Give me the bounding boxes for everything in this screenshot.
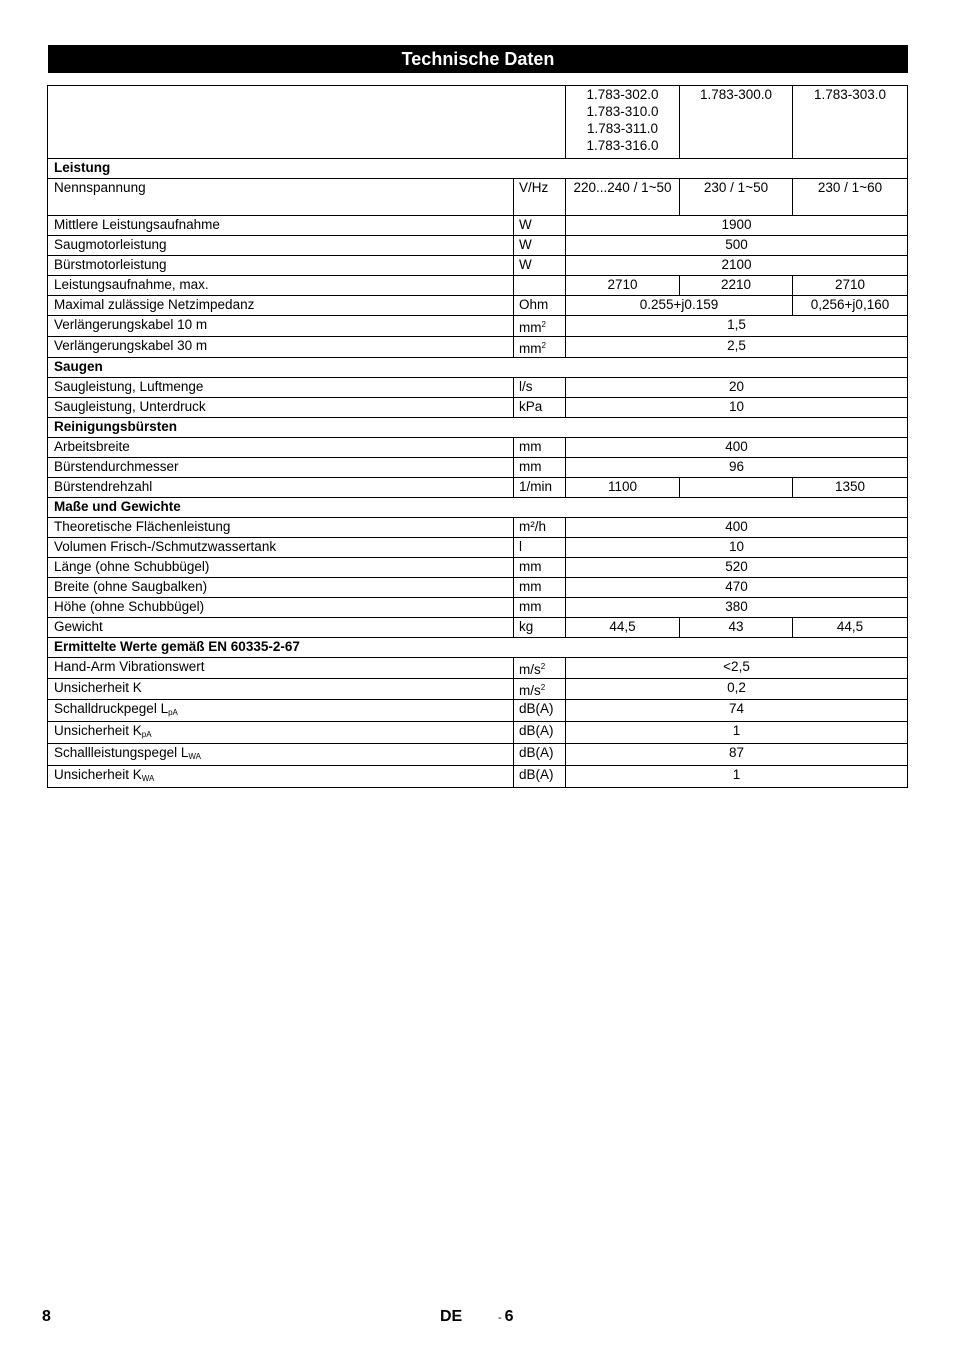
- model-header-cell: [566, 86, 680, 159]
- row-label: [48, 256, 514, 276]
- row-label-text: Länge (ohne Schubbügel): [54, 559, 210, 574]
- row-unit-text: mm: [519, 559, 542, 574]
- row-label-text: Leistungsaufnahme, max.: [54, 277, 209, 292]
- language-code: DE: [440, 1308, 463, 1325]
- table-row: [48, 538, 908, 558]
- row-label: [48, 700, 514, 722]
- row-value: 1: [566, 722, 908, 744]
- row-value: 20: [566, 378, 908, 398]
- row-unit: [514, 316, 566, 337]
- technical-data-table: [47, 85, 908, 788]
- table-row: [48, 598, 908, 618]
- row-value: <2,5: [566, 658, 908, 679]
- table-row: [48, 618, 908, 638]
- row-label: [48, 438, 514, 458]
- table-row: [48, 558, 908, 578]
- row-unit-text: W: [519, 257, 532, 272]
- row-unit-text: m/s: [519, 662, 541, 677]
- table-row: [48, 438, 908, 458]
- section-heading: Saugen: [48, 358, 908, 378]
- table-row: [48, 658, 908, 679]
- sub-page-value: 6: [504, 1308, 514, 1325]
- row-unit-text: W: [519, 217, 532, 232]
- row-label: [48, 179, 514, 216]
- row-value: 10: [566, 398, 908, 418]
- table-row: [48, 578, 908, 598]
- row-label-text: Schallleistungspegel L: [54, 745, 189, 760]
- row-label: [48, 337, 514, 358]
- row-unit-superscript: 2: [540, 683, 546, 692]
- row-value: 520: [566, 558, 908, 578]
- row-label: [48, 558, 514, 578]
- row-unit-text: m/s: [519, 683, 541, 698]
- row-value: 500: [566, 236, 908, 256]
- table-row: [48, 378, 908, 398]
- row-value: 1350: [793, 478, 908, 498]
- row-unit-text: mm: [519, 320, 542, 335]
- table-row: [48, 398, 908, 418]
- section-heading: Leistung: [48, 159, 908, 179]
- row-value: 1,5: [566, 316, 908, 337]
- row-label-text: Saugleistung, Unterdruck: [54, 399, 206, 414]
- row-label: [48, 378, 514, 398]
- row-unit-text: dB(A): [519, 745, 554, 760]
- row-value: 2710: [566, 276, 680, 296]
- row-value: 44,5: [566, 618, 680, 638]
- row-unit: [514, 398, 566, 418]
- row-label: [48, 518, 514, 538]
- row-unit: [514, 618, 566, 638]
- row-value: [680, 478, 793, 498]
- row-unit: [514, 538, 566, 558]
- row-label-text: Höhe (ohne Schubbügel): [54, 599, 205, 614]
- row-unit-text: V/Hz: [519, 180, 549, 195]
- row-value: 2710: [793, 276, 908, 296]
- row-unit: [514, 598, 566, 618]
- row-unit: [514, 179, 566, 216]
- sub-page-dash: -: [498, 1312, 502, 1324]
- header-blank-cell: [48, 86, 566, 159]
- table-row: [48, 700, 908, 722]
- row-label-text: Saugmotorleistung: [54, 237, 167, 252]
- row-label-text: Verlängerungskabel 10 m: [54, 317, 208, 332]
- model-number: 1.783-302.0: [586, 87, 659, 102]
- model-header-cell: [680, 86, 793, 159]
- row-value: 470: [566, 578, 908, 598]
- row-value: 2210: [680, 276, 793, 296]
- row-unit-text: W: [519, 237, 532, 252]
- row-value: 2100: [566, 256, 908, 276]
- row-value: 230 / 1~50: [680, 179, 793, 216]
- section-row: [48, 638, 908, 658]
- table-row: [48, 296, 908, 316]
- table-row: [48, 216, 908, 236]
- row-unit-text: l/s: [519, 379, 533, 394]
- row-value: 400: [566, 438, 908, 458]
- row-value: 96: [566, 458, 908, 478]
- row-unit: [514, 658, 566, 679]
- section-row: [48, 498, 908, 518]
- row-unit-text: mm: [519, 439, 542, 454]
- row-unit-text: Ohm: [519, 297, 549, 312]
- row-unit: [514, 296, 566, 316]
- row-label: [48, 598, 514, 618]
- row-label-subscript: pA: [141, 730, 152, 739]
- table-row: [48, 518, 908, 538]
- table-row: [48, 679, 908, 700]
- row-label-text: Unsicherheit K: [54, 767, 142, 782]
- row-unit: [514, 744, 566, 766]
- model-number: 1.783-303.0: [813, 87, 887, 102]
- row-unit: [514, 578, 566, 598]
- section-row: [48, 159, 908, 179]
- row-value: 0.255+j0.159: [566, 296, 793, 316]
- row-unit: [514, 438, 566, 458]
- row-label: [48, 578, 514, 598]
- section-heading: Reinigungsbürsten: [48, 418, 908, 438]
- row-label-text: Hand-Arm Vibrationswert: [54, 659, 205, 674]
- table-row: [48, 766, 908, 788]
- table-row: [48, 744, 908, 766]
- row-unit-superscript: 2: [540, 662, 546, 671]
- row-unit-superscript: 2: [541, 320, 546, 329]
- model-header-row: [48, 86, 908, 159]
- table-row: [48, 316, 908, 337]
- row-label-text: Mittlere Leistungsaufnahme: [54, 217, 220, 232]
- row-value: 0,256+j0,160: [793, 296, 908, 316]
- row-value: 230 / 1~60: [793, 179, 908, 216]
- row-unit-text: mm: [519, 579, 542, 594]
- model-number: 1.783-316.0: [586, 138, 659, 153]
- page-title: Technische Daten: [48, 45, 908, 73]
- row-value: 220...240 / 1~50: [566, 179, 680, 216]
- row-unit: [514, 458, 566, 478]
- row-unit-text: kg: [519, 619, 534, 634]
- row-label-text: Breite (ohne Saugbalken): [54, 579, 208, 594]
- row-label-text: Bürstendrehzahl: [54, 479, 153, 494]
- table-row: [48, 256, 908, 276]
- row-label-text: Unsicherheit K: [54, 680, 142, 695]
- row-label: [48, 538, 514, 558]
- section-heading: Ermittelte Werte gemäß EN 60335-2-67: [48, 638, 908, 658]
- row-value: 2,5: [566, 337, 908, 358]
- row-unit: [514, 216, 566, 236]
- section-heading: Maße und Gewichte: [48, 498, 908, 518]
- row-label: [48, 722, 514, 744]
- row-unit: [514, 766, 566, 788]
- row-label-subscript: WA: [188, 752, 201, 761]
- row-unit-text: mm: [519, 599, 542, 614]
- model-number: 1.783-300.0: [699, 87, 773, 102]
- row-unit-superscript: 2: [541, 341, 546, 350]
- row-label: [48, 744, 514, 766]
- row-label-subscript: WA: [141, 774, 155, 783]
- row-unit: [514, 337, 566, 358]
- sub-page-number: [498, 1308, 514, 1326]
- row-label: [48, 679, 514, 700]
- model-header-cell: [793, 86, 908, 159]
- row-unit: [514, 700, 566, 722]
- row-unit-text: 1/min: [519, 479, 553, 494]
- row-value: 43: [680, 618, 793, 638]
- row-unit: [514, 518, 566, 538]
- row-unit: [514, 558, 566, 578]
- row-label: [48, 766, 514, 788]
- row-unit-text: dB(A): [519, 723, 554, 738]
- model-number: 1.783-311.0: [586, 121, 659, 136]
- page-number: 8: [42, 1308, 51, 1325]
- row-label-subscript: pA: [168, 708, 178, 717]
- row-value: 0,2: [566, 679, 908, 700]
- row-label-text: Theoretische Flächenleistung: [54, 519, 231, 534]
- row-value: 1100: [566, 478, 680, 498]
- table-row: [48, 478, 908, 498]
- row-unit-text: mm: [519, 459, 542, 474]
- section-row: [48, 358, 908, 378]
- row-label: [48, 658, 514, 679]
- row-value: 44,5: [793, 618, 908, 638]
- row-value: 1900: [566, 216, 908, 236]
- row-label-text: Unsicherheit K: [54, 723, 142, 738]
- row-label: [48, 478, 514, 498]
- row-value: 74: [566, 700, 908, 722]
- row-unit: [514, 236, 566, 256]
- row-label: [48, 316, 514, 337]
- table-row: [48, 276, 908, 296]
- row-label-text: Maximal zulässige Netzimpedanz: [54, 297, 255, 312]
- row-label: [48, 398, 514, 418]
- row-unit-text: m²/h: [519, 519, 546, 534]
- row-label: [48, 458, 514, 478]
- row-unit: [514, 276, 566, 296]
- row-unit: [514, 722, 566, 744]
- row-unit-text: mm: [519, 341, 542, 356]
- row-label-text: Bürstendurchmesser: [54, 459, 179, 474]
- row-unit: [514, 378, 566, 398]
- table-row: [48, 722, 908, 744]
- row-label-text: Saugleistung, Luftmenge: [54, 379, 204, 394]
- row-unit-text: kPa: [519, 399, 543, 414]
- row-unit-text: l: [519, 539, 522, 554]
- row-label-text: Arbeitsbreite: [54, 439, 130, 454]
- row-label-text: Verlängerungskabel 30 m: [54, 338, 208, 353]
- row-label-text: Nennspannung: [54, 180, 146, 195]
- row-label-text: Schalldruckpegel L: [54, 701, 169, 716]
- row-label: [48, 618, 514, 638]
- row-value: 87: [566, 744, 908, 766]
- row-value: 1: [566, 766, 908, 788]
- row-unit: [514, 478, 566, 498]
- table-row: [48, 179, 908, 216]
- row-unit-text: dB(A): [519, 701, 554, 716]
- row-value: 10: [566, 538, 908, 558]
- table-row: [48, 458, 908, 478]
- section-row: [48, 418, 908, 438]
- row-label-text: Gewicht: [54, 619, 103, 634]
- table-row: [48, 236, 908, 256]
- row-label: [48, 216, 514, 236]
- row-label: [48, 296, 514, 316]
- row-value: 400: [566, 518, 908, 538]
- row-label-text: Bürstmotorleistung: [54, 257, 167, 272]
- row-label-text: Volumen Frisch-/Schmutzwassertank: [54, 539, 277, 554]
- row-unit: [514, 256, 566, 276]
- row-unit-text: dB(A): [519, 767, 554, 782]
- row-value: 380: [566, 598, 908, 618]
- model-number: 1.783-310.0: [586, 104, 659, 119]
- table-row: [48, 337, 908, 358]
- row-label: [48, 236, 514, 256]
- row-label: [48, 276, 514, 296]
- row-unit: [514, 679, 566, 700]
